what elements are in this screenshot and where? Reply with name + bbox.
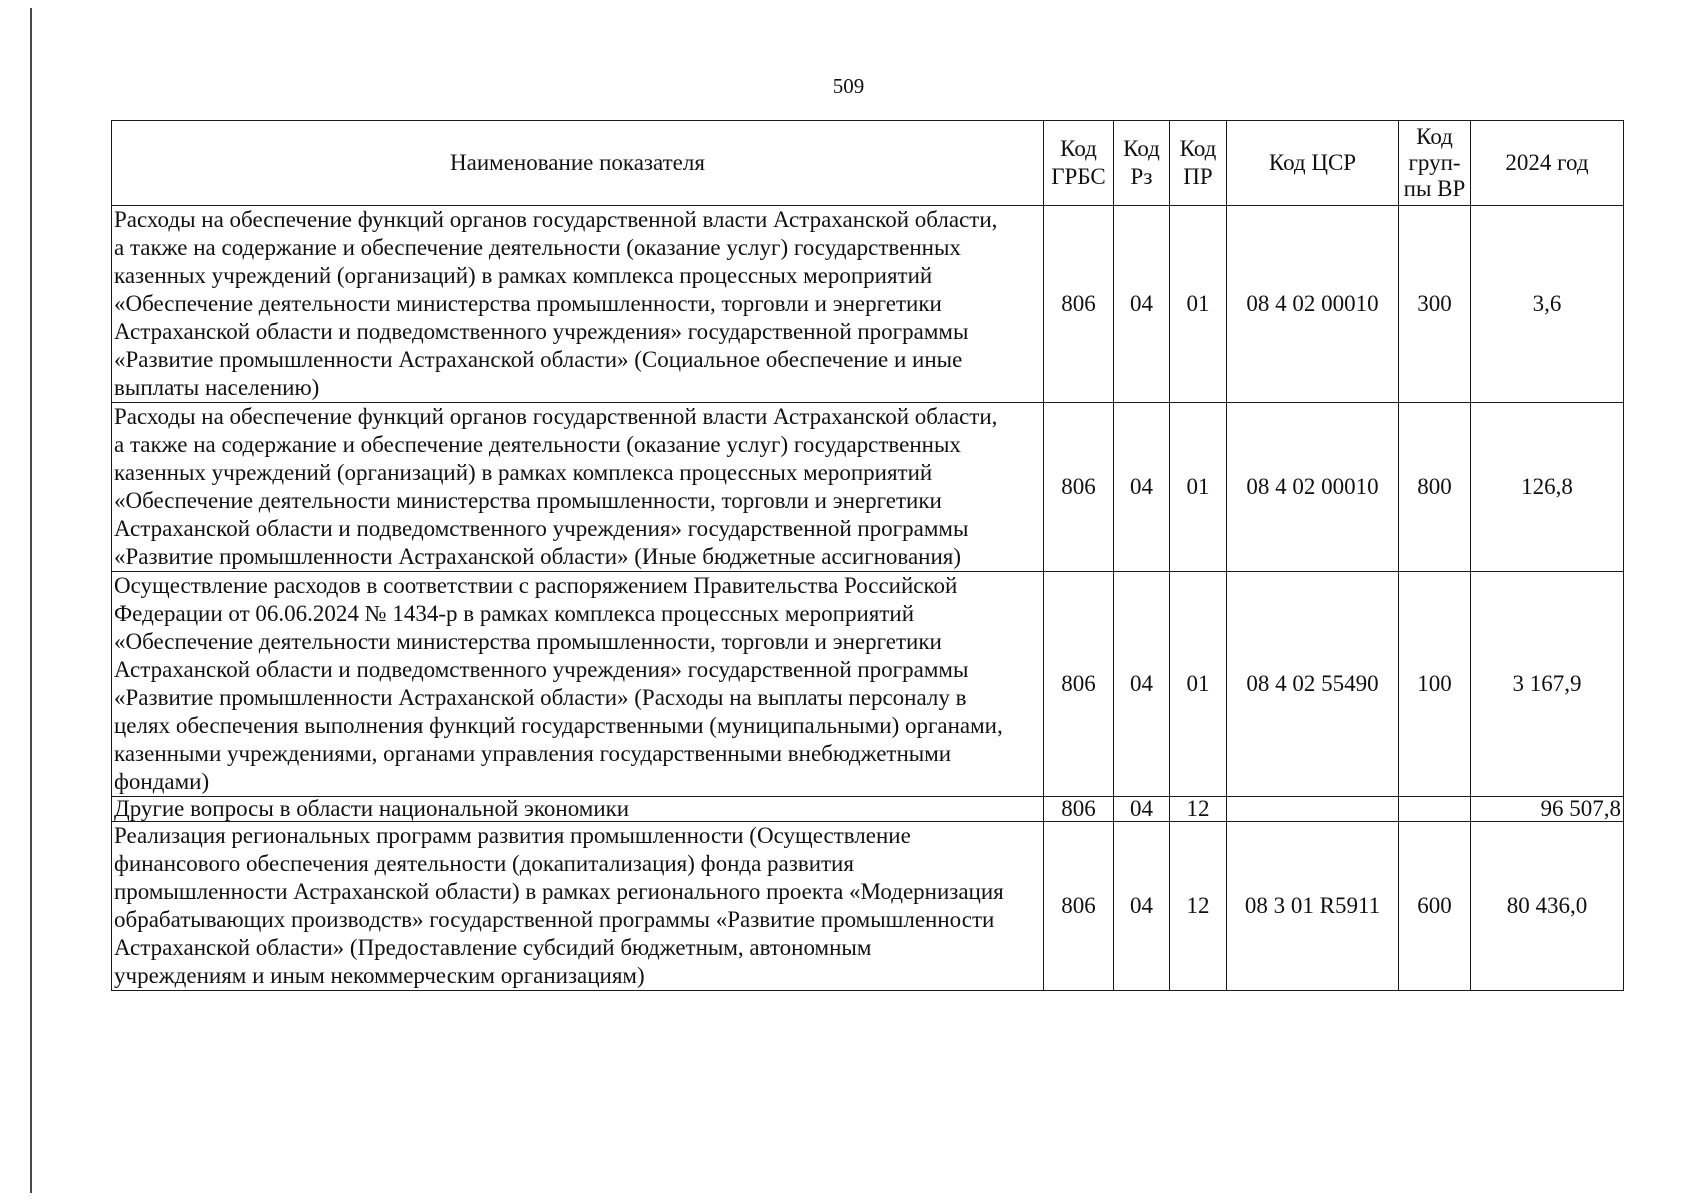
- row-pr: 01: [1170, 206, 1227, 403]
- row-rz: 04: [1114, 403, 1170, 572]
- table-header-row: [112, 121, 1624, 206]
- table-row: [112, 797, 1624, 822]
- row-vr: 300: [1399, 206, 1471, 403]
- row-amount: 126,8: [1471, 403, 1624, 572]
- table-row: [112, 206, 1624, 403]
- row-name: Другие вопросы в области национальной экономики: [112, 797, 1044, 822]
- page-number: 509: [832, 74, 865, 98]
- row-grbs: 806: [1044, 403, 1114, 572]
- header-pr: Код ПР: [1170, 121, 1227, 206]
- row-rz: 04: [1114, 822, 1170, 991]
- row-vr: 600: [1399, 822, 1471, 991]
- row-grbs: 806: [1044, 797, 1114, 822]
- table-body: [112, 206, 1624, 991]
- row-vr: 800: [1399, 403, 1471, 572]
- row-amount: 3 167,9: [1471, 572, 1624, 797]
- row-pr: 12: [1170, 797, 1227, 822]
- row-rz: 04: [1114, 797, 1170, 822]
- row-pr: 01: [1170, 403, 1227, 572]
- row-pr: 12: [1170, 822, 1227, 991]
- row-name: Реализация региональных программ развития промышленности (Осуществление финансового обеспечения деятельности (докапитализация) фонда развития промышленности Астраханской области) в рамках регионального проекта «Модернизация обрабатывающих производств» государственной программы «Развитие промышленности Астраханской области» (Предоставление субсидий бюджетным, автономным учреждениям и иным некоммерческим организациям): [112, 822, 1044, 991]
- row-csr: 08 4 02 55490: [1227, 572, 1399, 797]
- row-csr: 08 3 01 R5911: [1227, 822, 1399, 991]
- row-name: Расходы на обеспечение функций органов государственной власти Астраханской области, а также на содержание и обеспечение деятельности (оказание услуг) государственных казенных учреждений (организаций) в рамках комплекса процессных мероприятий «Обеспечение деятельности министерства промышленности, торговли и энергетики Астраханской области и подведомственного учреждения» государственной программы «Развитие промышленности Астраханской области» (Социальное обеспечение и иные выплаты населению): [112, 206, 1044, 403]
- table-row: [112, 822, 1624, 991]
- row-grbs: 806: [1044, 822, 1114, 991]
- row-pr: 01: [1170, 572, 1227, 797]
- row-amount: 96 507,8: [1471, 797, 1624, 822]
- row-name: Расходы на обеспечение функций органов государственной власти Астраханской области, а также на содержание и обеспечение деятельности (оказание услуг) государственных казенных учреждений (организаций) в рамках комплекса процессных мероприятий «Обеспечение деятельности министерства промышленности, торговли и энергетики Астраханской области и подведомственного учреждения» государственной программы «Развитие промышленности Астраханской области» (Иные бюджетные ассигнования): [112, 403, 1044, 572]
- row-rz: 04: [1114, 206, 1170, 403]
- row-vr: 100: [1399, 572, 1471, 797]
- budget-table: [111, 120, 1624, 991]
- table-row: [112, 403, 1624, 572]
- row-vr: [1399, 797, 1471, 822]
- row-amount: 3,6: [1471, 206, 1624, 403]
- table-row: [112, 572, 1624, 797]
- row-amount: 80 436,0: [1471, 822, 1624, 991]
- header-name: Наименование показателя: [112, 121, 1044, 206]
- header-year: 2024 год: [1471, 121, 1624, 206]
- row-grbs: 806: [1044, 572, 1114, 797]
- row-grbs: 806: [1044, 206, 1114, 403]
- header-grbs: Код ГРБС: [1044, 121, 1114, 206]
- row-rz: 04: [1114, 572, 1170, 797]
- row-csr: [1227, 797, 1399, 822]
- row-name: Осуществление расходов в соответствии с распоряжением Правительства Российской Федерации от 06.06.2024 № 1434-р в рамках комплекса процессных мероприятий «Обеспечение деятельности министерства промышленности, торговли и энергетики Астраханской области и подведомственного учреждения» государственной программы «Развитие промышленности Астраханской области» (Расходы на выплаты персоналу в целях обеспечения выполнения функций государственными (муниципальными) органами, казенными учреждениями, органами управления государственными внебюджетными фондами): [112, 572, 1044, 797]
- header-rz: Код Рз: [1114, 121, 1170, 206]
- table-header: [112, 121, 1624, 206]
- header-vr: Код груп- пы ВР: [1399, 121, 1471, 206]
- header-csr: Код ЦСР: [1227, 121, 1399, 206]
- row-csr: 08 4 02 00010: [1227, 403, 1399, 572]
- page-binding-line: [30, 8, 32, 1193]
- row-csr: 08 4 02 00010: [1227, 206, 1399, 403]
